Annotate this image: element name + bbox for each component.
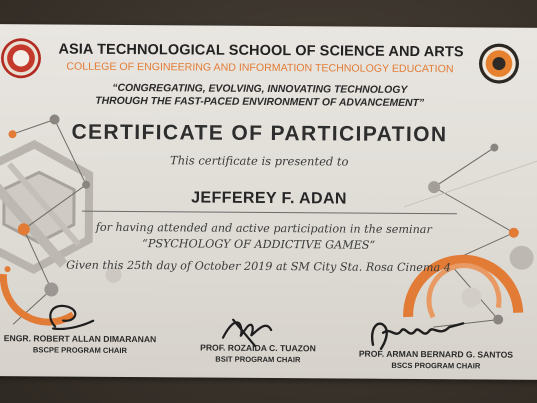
college-name: COLLEGE OF ENGINEERING AND INFORMATION TECHNOLOGY EDUCATION <box>66 60 454 76</box>
signatory-2-role: BSIT PROGRAM CHAIR <box>215 354 301 365</box>
signatory-3-role: BSCS PROGRAM CHAIR <box>391 360 481 371</box>
signatory-1-role: BSCPE PROGRAM CHAIR <box>32 345 128 356</box>
school-name: ASIA TECHNOLOGICAL SCHOOL OF SCIENCE AND ARTS <box>58 41 464 61</box>
attendance-text: for having attended and active participation in the seminar <box>95 220 432 237</box>
recipient-name: JEFFEREY F. ADAN <box>191 189 347 208</box>
presented-to-text: This certificate is presented to <box>170 153 349 169</box>
signatory-1-name: ENGR. ROBERT ALLAN DIMARANAN <box>3 333 157 345</box>
certificate-title: CERTIFICATE OF PARTICIPATION <box>71 120 448 147</box>
tagline-line-1: “CONGREGATING, EVOLVING, INNOVATING TECHNOLOGY <box>112 82 408 96</box>
seminar-title: “PSYCHOLOGY OF ADDICTIVE GAMES” <box>142 237 376 252</box>
signature-3 <box>372 323 463 350</box>
signatory-2-name: PROF. ROZAIDA C. TUAZON <box>200 342 316 354</box>
signatory-3-name: PROF. ARMAN BERNARD G. SANTOS <box>358 348 514 360</box>
certificate-paper <box>0 24 537 380</box>
tagline-line-2: THROUGH THE FAST-PACED ENVIRONMENT OF ADVANCEMENT” <box>95 95 425 110</box>
signatures <box>0 24 537 380</box>
given-date-text: Given this 25th day of October 2019 at SM City Sta. Rosa Cinema 4 <box>66 258 451 275</box>
signature-1 <box>50 306 93 329</box>
